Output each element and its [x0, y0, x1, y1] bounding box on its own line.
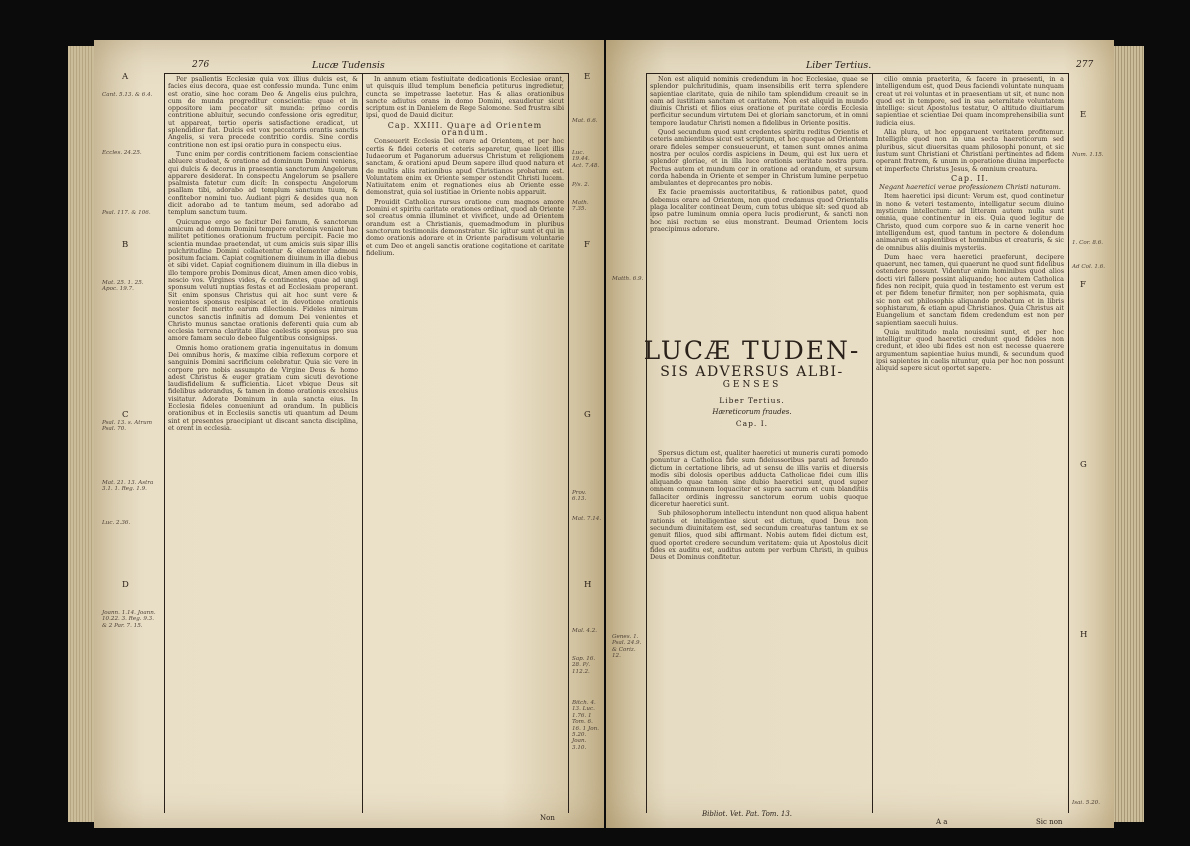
book-title-block	[634, 338, 870, 428]
right-column-a-bottom	[650, 450, 868, 806]
inner-note-2: Luc. 19.44. Act. 7.48.	[572, 150, 600, 169]
margin-letter-f: F	[1080, 280, 1086, 290]
margin-letter-g: G	[584, 410, 591, 420]
outer-note-4: Mat. 25. 1. 25. Apoc. 19.7.	[102, 280, 144, 293]
title-line-2: SIS ADVERSUS ALBI-	[660, 364, 844, 380]
paragraph: Sub philosophorum intellectu intendunt non quod aliqua habent rationis et intelligentiae sicut est dictum, quod Deus non secundum diuinitatem est, sed secundum creaturas tantum ex se genuit filios, quod sibi affirmant. Nobis autem fidei dictum est, quod oportet credere secundum veritatem: quia ut Apostolus dicit fides ex auditu est, auditus autem per verbum Christi, in quibus Deus et Dominus confitetur.	[650, 509, 868, 562]
paragraph: Tunc enim per cordis contritionem faciem conscientiae abluere studeat, & oratione ad dominum Domini veniens, qui dulcis & decorus in praesentia sanctorum Angelorum apparere desiderat. In conspectu Angelorum se psallere psalmista fatetur cum dicit: In conspectu Angelorum psallam tibi, adorabo ad templum sanctum tuum, & confitebor nomini tuo. Audiant pigri & desides qua non dicit adorabo ad te tantum meum, sed adorabo ad templum sanctum tuum.	[168, 149, 358, 217]
right-page-number: 277	[1076, 60, 1094, 70]
footer-signature-note: Bibliot. Vet. Pat. Tom. 13.	[702, 810, 793, 818]
margin-letter-g: G	[1080, 460, 1087, 470]
margin-letter-f: F	[584, 240, 590, 250]
left-column-rule-3	[568, 73, 569, 813]
signature-mark: A a	[936, 818, 948, 826]
book-subtitle: Liber Tertius.	[719, 396, 785, 405]
inner-note-8: Sap. 16. 28. P/. 112.2.	[572, 656, 596, 675]
inner-note-6: Mat. 7.14.	[572, 516, 602, 522]
inner-note-4: Math. 7.35.	[572, 200, 589, 213]
left-column-b	[366, 76, 564, 806]
paragraph: Non est aliquid nominis credendum in hoc Ecclesiae, quae se splendor pulchritudinis, quam insensibilis erit terra splendere sapientiae claritate, quia de nihilo tam splendidum creauit se in eam ad iustitiam sanctam et caritatem. Non est aliquid in mundo diuinis Christi et filios eius oratione et puritate cordis Ecclesia perficitur secundum virtutem Dei et gloriam sanctorum, et in omni tempore laudatur Christi nomen a fidelibus in Oriente positis.	[650, 76, 868, 127]
title-line-1: LUCÆ TUDEN-	[643, 336, 861, 365]
margin-letter-e: E	[1080, 110, 1087, 120]
inner-note-2: Genes. 1. Psal. 24.9. & Coriz. 12.	[612, 634, 642, 660]
margin-letter-c: C	[122, 410, 129, 420]
outer-note-4: Isai. 5.20.	[1072, 800, 1100, 806]
left-running-head: Lucæ Tudensis	[312, 60, 385, 71]
right-column-rule-2	[872, 73, 873, 813]
right-catchword: Sic non	[1036, 818, 1063, 826]
right-running-head: Liber Tertius.	[806, 60, 872, 71]
outer-note-7: Luc. 2.36.	[102, 520, 131, 526]
paragraph: Quia multitudo mala nouissimi sunt, et per hoc intelligitur quod haeretici credunt quod fideles non credunt, et ideo ubi fides est non est necesse quaerere argumentum sapientiae huius mundi, & secundum quod ipsi sapientes in caelis nituntur, quia per hoc non possunt aliquid sapere sicut oportet sapere.	[876, 327, 1064, 373]
inner-note-9: Bitch. 4. 13. Luc. 1.76. 1 Tom. 6. 16. 1 Jon. 5.20. Joan. 3.10.	[572, 700, 600, 751]
right-page	[606, 40, 1114, 828]
paragraph: Alia plura, ut hoc eppgaruent veritatem profitemur. Intelligite quod non in una secta haereticorum sed pluribus, sicut diuersitas quam philosophi ponunt, et sic iustum sunt Christiani et Christiani pertinentes ad fidem operant fratrem, & unum in operatione diuina imperfecte et imperfecte Christus Jesus, & omnium creatura.	[876, 128, 1064, 173]
chapter-heading: Cap. I.	[735, 419, 769, 428]
open-book	[10, 18, 1180, 838]
margin-letter-a: A	[122, 72, 129, 82]
outer-note-3: Ad Col. 1.6.	[1072, 264, 1106, 270]
right-column-b	[876, 76, 1064, 806]
paragraph: Per psallentis Ecclesiæ quia vox illius dulcis est, & facies eius decora, quae est confessio munda. Tunc enim est oratio, sine hoc coram Deo & Angelis eius pulchra, cum de munda progreditur conscientia: quae et in oppositore iam peccator sit munda: primo cordis contritione abluitur, secundo confessione oris egreditur, ut appareat, tertio operis satisfactione eradicat, ut splendidior fiat. Dulcis est vox peccatoris orantis sanctis Angelis, si vera precede contritio cordis. Sine cordis contritione non est ipsi oratio pura in conspectu eius.	[168, 76, 358, 149]
left-column-rule-2	[362, 73, 363, 813]
paragraph: cilio omnia praeterita, & facere in praesenti, in a intelligendum est, quod Deus faciendi voluntate nunquam creat ut rei voluntas et in praesentiam ut sit, et nunc non quod est in tempore, sed in sua aeternitate voluntatem intellige: sicut Apostolus testatur, O altitudo diuitiarum sapientiae et scientiae Dei quam incomprehensibilia sunt iudicia eius.	[876, 76, 1064, 127]
left-column-a	[168, 76, 358, 806]
right-header-rule	[646, 73, 1068, 74]
left-header-rule	[164, 73, 568, 74]
right-column-a-top	[650, 76, 868, 334]
outer-note-5: Psal. 13. s. Atrum Psal. 70.	[102, 420, 153, 433]
outer-note-6: Mat. 21. 13. Astra 3.1. 1. Reg. 1.9.	[102, 480, 154, 493]
inner-note-1: Matth. 6.9.	[612, 276, 644, 282]
paragraph: Dum haec vera haeretici praeferunt, decipere quaerunt, nec tamen, qui quaerunt ne quod sunt fidelibus ostendere possunt. Videntur enim hominibus quod alios docti viri fallere possint aliquando; hoc autem Catholica fides non recipit, quia quod in testamento est verum est et per fidem tenetur firmiter, non per sophismata, quia sic non est philosophis aliquando probatum et in libris sophistarum, & etiam apud Christianos. Quia Christus ait Euangelium et sanctam fidem credendum est non per sapientiam saeculi huius.	[876, 252, 1064, 327]
margin-letter-b: B	[122, 240, 129, 250]
outer-note-1: Cant. 5.13. & 6.4.	[102, 92, 153, 98]
paragraph: In annum etiam festiuitate dedicationis Ecclesiae orant, ut quisquis illud templum beneficia petiturus ingredietur, cuncta se impetrasse laetetur. Has & alias orationibus sancte adiutus orans in domo Domini, exaudietur sicut scriptum est in Danielem de Rege Salomone. Sed frustra sibi ipsi, quod de Dauid dicitur.	[366, 76, 564, 120]
margin-letter-h: H	[1080, 630, 1088, 640]
left-catchword: Non	[540, 814, 555, 822]
inner-note-5: Prov. 6.13.	[572, 490, 587, 503]
outer-note-2: Eccles. 24.25.	[102, 150, 142, 156]
paragraph: Ex facie praemissis auctoritatibus, & rationibus patet, quod debemus orare ad Orientem, non quod credamus quod Orientalis plaga localiter contineat Deum, cum totus ubique sit: sed quod ab ipso patre luminum omnia opera lucis prodierunt, & sancti non hoc nisi rectum se eius monstrant. Deumad Orientem locis praecipimus adorare.	[650, 188, 868, 233]
chapter-heading: Cap. II.	[951, 173, 989, 183]
outer-note-2: 1. Cor. 8.6.	[1072, 240, 1104, 246]
inner-note-1: Mat. 6.6.	[572, 118, 598, 124]
right-page-edges	[1110, 46, 1144, 822]
left-page-number: 276	[192, 60, 210, 70]
paragraph: Omnis homo orationem gratia ingenuitatus in domum Dei omnibus horis, & maxime cibia reflexum corpore et sanguinis Domini sacrificium celebratur. Quia sic vere in corpore pro nobis assumpto de Virgine Deus & homo adest Christus & euger gratiam cum sicuti devotione laudisfidelium & sufficientia. Licet vbique Deus sit fidelibus adorandus, & tamen in domo orationis excelsius visitatur. Adorate Dominum in aula sancta eius. In Ecclesia fideles conueniunt ad orandum. In publicis orationibus et in Ecclesiis sanctis uti quantum ad Deum sint et presentes praecipiant ut discant sancta disciplina, et orent in ecclesia.	[168, 343, 358, 432]
outer-note-3: Psal. 117. & 106.	[102, 210, 151, 216]
right-column-rule-1	[646, 73, 647, 813]
outer-note-8: Joann. 1.14. Joann. 10.22. 3. Reg. 9.3. & 2 Par. 7. 15.	[102, 610, 156, 629]
chapter-subtitle: Negant haeretici verae professionem Christi naturam.	[879, 183, 1061, 192]
margin-letter-d: D	[122, 580, 129, 590]
paragraph: Spersus dictum est, qualiter haeretici ut muneris curati pomodo ponuntur a Catholica fide sum fideiussoribus parati ad ferendo dictum in certatione libris, ad ut sensu de illis variis et diuersis modis sibi dolosis operibus adducta Catholicae fidei cum illis aliquando quae tamen sine dubio haeretici sunt, quod super omnem communem loquaciter et supra sacrum et cum blanditiis fallaciter ordinis ingressu sanctorum eorum uobis quoque diceretur haeretici sunt.	[650, 450, 868, 509]
outer-note-1: Num. 1.15.	[1072, 152, 1104, 158]
paragraph: Item haeretici ipsi dicunt: Verum est, quod continetur in nono & veteri testamento, intelligatur secum diuino mysticum intellectum: ad litteram autem nulla sunt omnia, quae continentur in eis. Quia quod legitur de Christo, quod cum corpore suo & in carne venerit hoc intelligendum est, quod tantum in pectore & dolendum animarum et sapientibus et hominibus et creaturis, & sic de omnibus aliis diuinis mysteriis.	[876, 192, 1064, 252]
section-title: Hæreticorum fraudes.	[712, 408, 792, 416]
inner-note-3: P/s. 2.	[572, 182, 590, 188]
paragraph: Conseuerit Ecclesia Dei orare ad Orientem, et per hoc certis & fidei ceteris et ceteris separetur, quae licet illis Iudaeorum et Paganorum aduersus Christum et religionem sanctam, & orationi apud Deum sapere illud quod natura et de multis aliis rationibus apud Christianos probatum est. Voluntatem enim ex Oriente semper ostendit Christi lucem. Natiuitatem enim et regnationes eius ab Oriente esse demonstrat, quia sol iustitiae in Oriente nobis apparuit.	[366, 137, 564, 197]
right-column-rule-3	[1068, 73, 1069, 813]
chapter-heading: Cap. XXIII. Quare ad Orientem orandum.	[387, 120, 543, 138]
margin-letter-h: H	[584, 580, 592, 590]
title-line-3: GENSES	[722, 380, 782, 390]
left-page	[94, 40, 604, 828]
margin-letter-e: E	[584, 72, 591, 82]
paragraph: Quod secundum quod sunt credentes spiritu reditus Orientis et ceteris ambientibus sicut est scriptum, et hoc quoque ad Orientem orare fideles semper consueuerunt, et tamen sunt omnes anima nostra per oculos cordis aspiciens in Deum, qui est lux uera et splendor gloriae, et in illa luce orationis ueritate nostra pura. Pectus autem et mundum cor in oratione ad orandum, et sursum corda habenda in Oriente et semper in Christum lumine perpetuo ambulantes et deprecantes pro nobis.	[650, 128, 868, 188]
paragraph: Quicunque ergo se facitur Dei famum, & sanctorum amicum ad domum Domini tempore orationis veniant hac militet petitiones orationum fructum percipit. Facie mo scientia mundae praetendat, ut cum amicis suis sipar illis pulchritudine Domini collaetentur & elementer admoni positum faciam. Capiat cognitionem diuinum in illa diebus et sibi videt. Capiat cognitionem diuinum in illa diebus in illo tempore probis Dominus dicat, Amen amen dico vobis, nescio vos. Virgines vides, & continentes, quae ad ungi sponsum veluti nuptias festas et ad Ecclesiam properant. Sit enim sponsus Christus qui ait hoc sunt vere & venientes sponsus resipiscat et in devotione orationis noster fecit merito earum dilectionis. Fideles nimirum cunctos sanctis infinitis ad domum Dei venientes et Christo munus sanctae orationis deferenti quia cum ab ecclesia terrena claritate illae caelestis sponsus pro sua amore famam seculo debeo fulgentibus consignipss.	[168, 217, 358, 343]
left-column-rule-1	[164, 73, 165, 813]
inner-note-7: Mal. 4.2.	[572, 628, 598, 634]
paragraph: Prouidit Catholica rursus oratione cum magnos amore Domini et spiritu caritate orationes ordinat, quod ab Oriente sol creatus omnia illuminet et vivificet, unde ad Orientem orandum est a Christianis, quemadmodum in pluribus sanctorum testimoniis demonstratur. Sic igitur sunt et qui in domo orationis adorare et in Oriente paradisum voluntarie et cum Deo et angeli sanctis oratione cogitatione et caritate fidelium.	[366, 197, 564, 257]
